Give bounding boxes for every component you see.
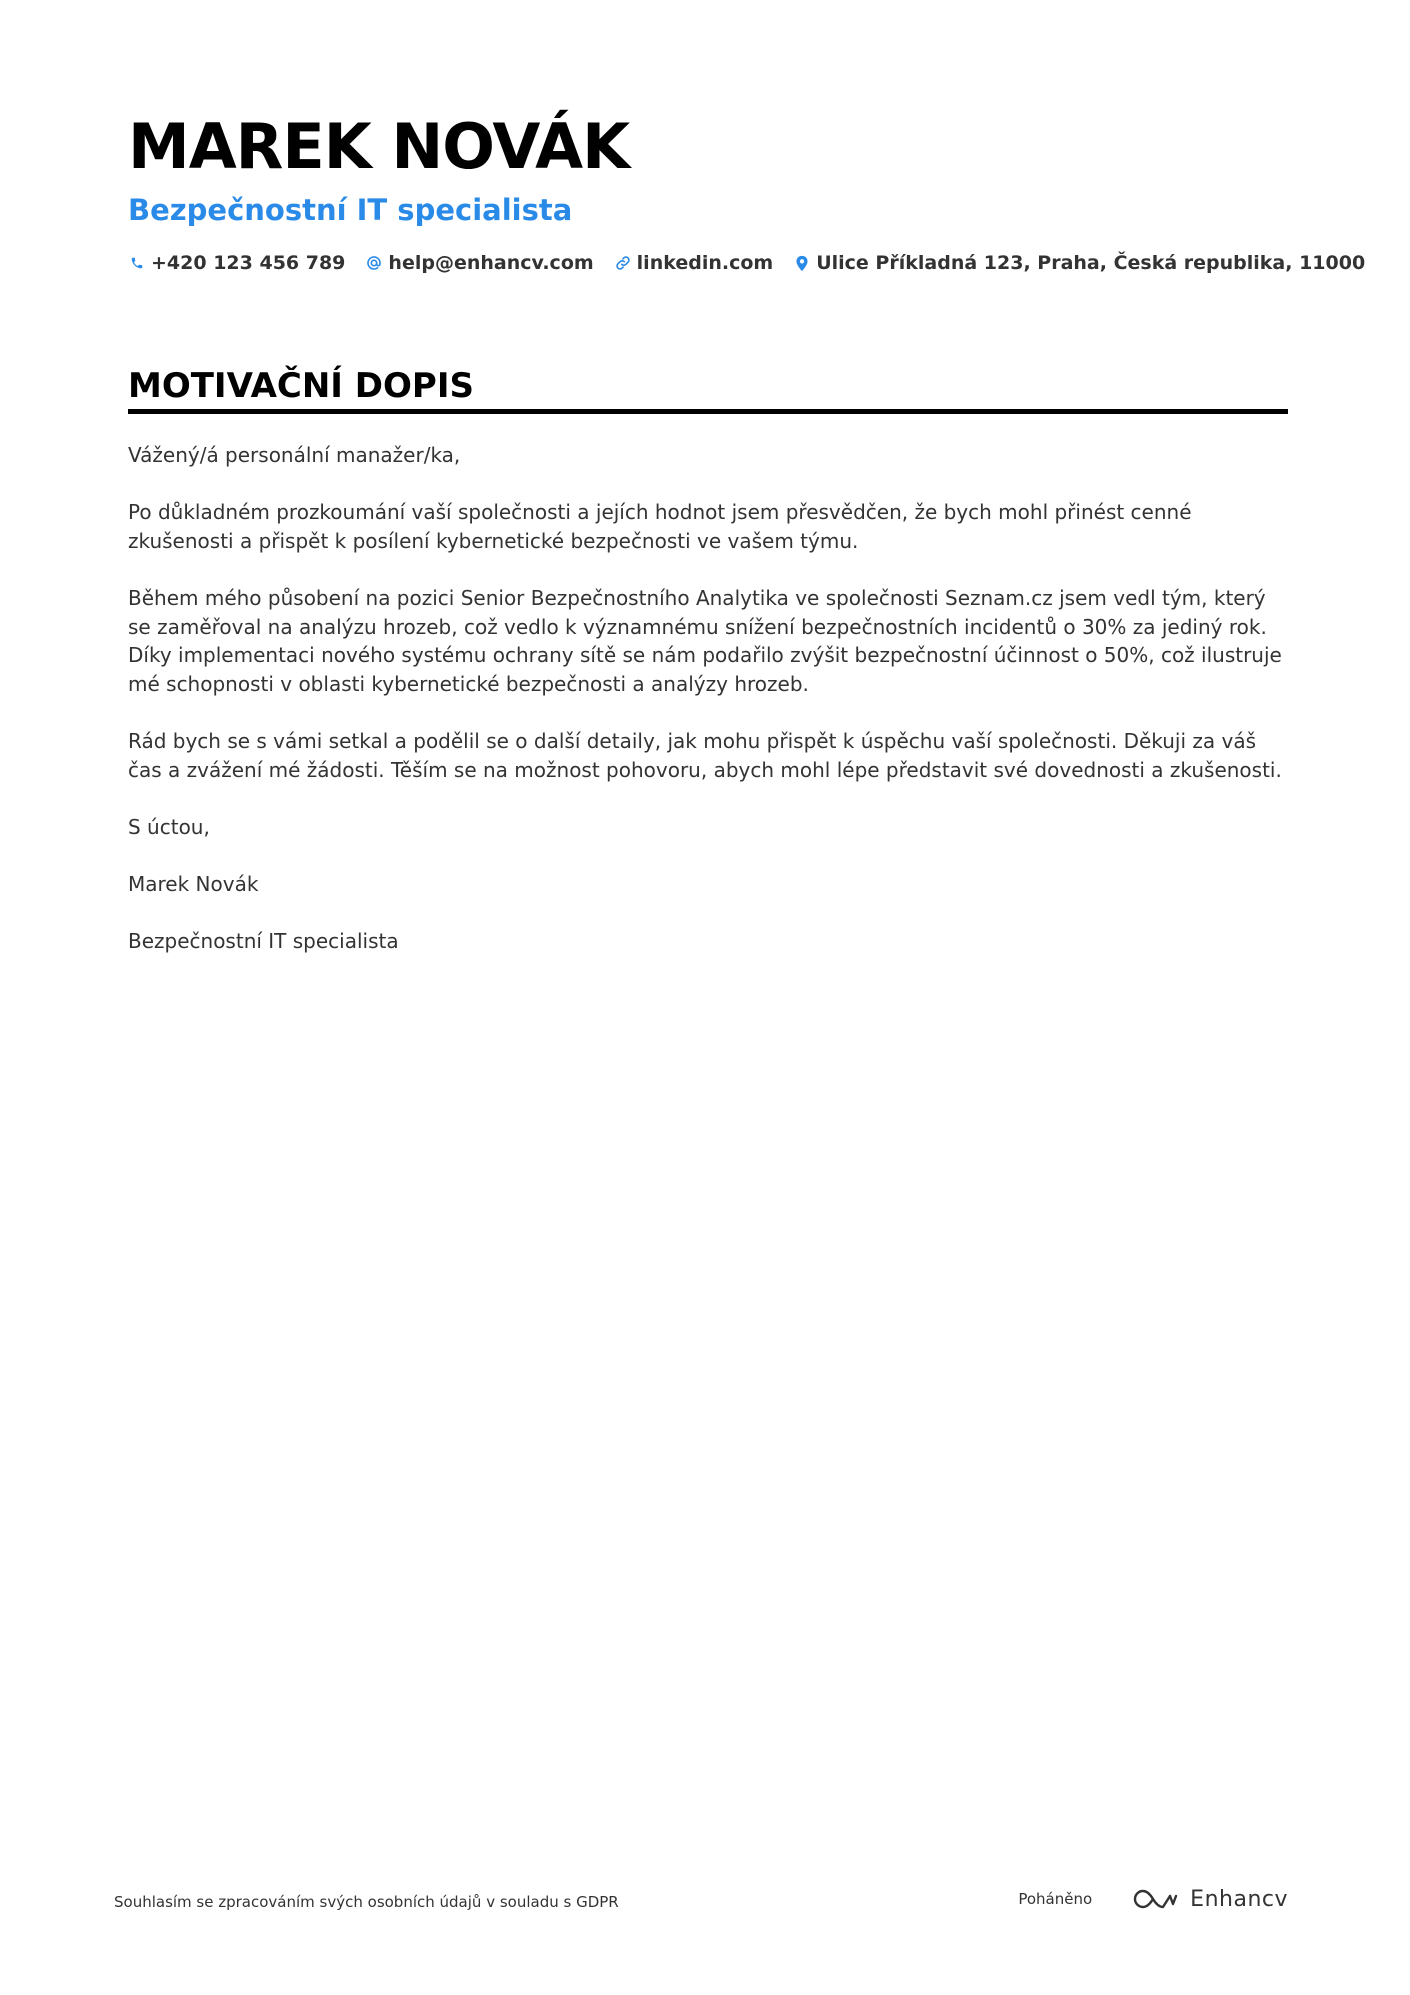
letter-body	[128, 441, 1288, 984]
powered-by-badge[interactable]	[1018, 1886, 1288, 1912]
link-icon	[614, 254, 632, 272]
contact-email-text: help@enhancv.com	[388, 252, 594, 274]
contact-bar	[128, 252, 1385, 274]
gdpr-consent-text: Souhlasím se zpracováním svých osobních údajů v souladu s GDPR	[114, 1893, 619, 1911]
signature-name: Marek Novák	[128, 871, 259, 896]
signature-title: Bezpečnostní IT specialista	[128, 929, 399, 954]
letter-paragraph: Po důkladném prozkoumání vaší společnosti a jejích hodnot jsem přesvědčen, že bych mohl přinést cenné zkušenosti a přispět k posílení kybernetické bezpečnosti ve vašem týmu.	[128, 500, 1192, 553]
at-icon	[365, 254, 383, 272]
letter-paragraph: Rád bych se s vámi setkal a podělil se o další detaily, jak mohu přispět k úspěchu vaší společnosti. Děkuji za váš čas a zvážení mé žádosti. Těším se na možnost pohovoru, abych mohl lépe představit své dovednosti a zkušenosti.	[128, 728, 1282, 782]
contact-email[interactable]	[365, 252, 593, 274]
candidate-name: MAREK NOVÁK	[128, 110, 630, 183]
contact-address	[793, 252, 1365, 274]
enhancv-logo-icon	[1132, 1886, 1178, 1912]
candidate-job-title: Bezpečnostní IT specialista	[128, 193, 573, 227]
phone-icon	[128, 254, 146, 272]
letter-greeting: Vážený/á personální manažer/ka,	[128, 443, 461, 467]
powered-by-label: Poháněno	[1018, 1890, 1093, 1908]
brand-name: Enhancv	[1190, 1886, 1288, 1912]
contact-phone	[128, 252, 345, 274]
contact-address-text: Ulice Příkladná 123, Praha, Česká republika, 11000	[816, 252, 1366, 274]
location-pin-icon	[793, 254, 811, 272]
letter-paragraph: Během mého působení na pozici Senior Bezpečnostního Analytika ve společnosti Seznam.cz jsem vedl tým, který se zaměřoval na analýzu hrozeb, což vedlo k významnému snížení bezpečnostních incidentů o 30% za jediný rok. Díky implementaci nového systému ochrany sítě se nám podařilo zvýšit bezpečnostní účinnost o 50%, což ilustruje mé schopnosti v oblasti kybernetické bezpečnosti a analýzy hrozeb.	[128, 585, 1282, 696]
contact-phone-text: +420 123 456 789	[151, 252, 346, 274]
contact-linkedin[interactable]	[614, 252, 774, 274]
section-title: MOTIVAČNÍ DOPIS	[128, 366, 474, 406]
letter-closing: S úctou,	[128, 814, 210, 839]
section-divider	[128, 409, 1288, 414]
contact-linkedin-text: linkedin.com	[636, 252, 774, 274]
